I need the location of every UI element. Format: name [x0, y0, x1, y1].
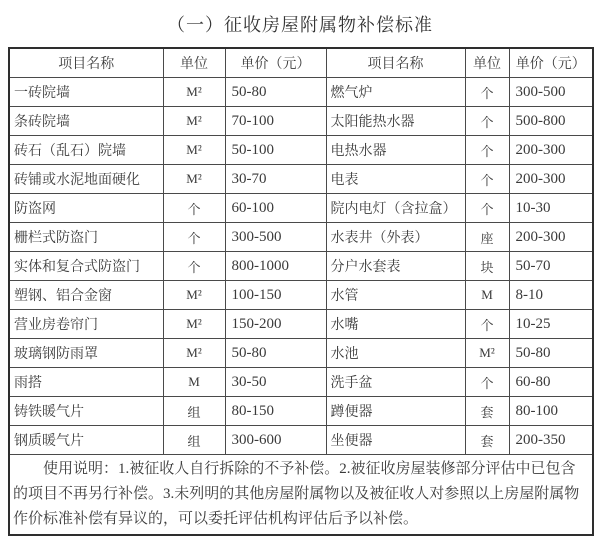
- table-row: [9, 397, 593, 426]
- table-row: [9, 368, 593, 397]
- price-cell: 80-150: [225, 397, 326, 426]
- column-header: 项目名称: [9, 48, 163, 78]
- column-header: 项目名称: [326, 48, 465, 78]
- unit-cell: 个: [465, 310, 509, 339]
- table-row: [9, 339, 593, 368]
- item-name-cell: 太阳能热水器: [326, 107, 465, 136]
- unit-cell: 个: [163, 194, 225, 223]
- item-name-cell: 营业房卷帘门: [9, 310, 163, 339]
- price-cell: 10-30: [509, 194, 593, 223]
- price-cell: 30-70: [225, 165, 326, 194]
- page-title: （一）征收房屋附属物补偿标准: [167, 15, 433, 35]
- unit-cell: 组: [163, 426, 225, 455]
- item-name-cell: 燃气炉: [326, 78, 465, 107]
- price-cell: 50-100: [225, 136, 326, 165]
- usage-note: 使用说明：1.被征收人自行拆除的不予补偿。2.被征收房屋装修部分评估中已包含的项目不再另行补偿。3.未列明的其他房屋附属物以及被征收人对参照以上房屋附属物作价标准补偿有异议的，可以委托评估机构评估后予以补偿。: [9, 455, 593, 536]
- price-cell: 100-150: [225, 281, 326, 310]
- item-name-cell: 水嘴: [326, 310, 465, 339]
- unit-cell: 个: [465, 194, 509, 223]
- unit-cell: 块: [465, 252, 509, 281]
- table-row: [9, 252, 593, 281]
- item-name-cell: 水表井（外表）: [326, 223, 465, 252]
- unit-cell: M²: [163, 107, 225, 136]
- unit-cell: 个: [465, 107, 509, 136]
- item-name-cell: 条砖院墙: [9, 107, 163, 136]
- price-cell: 70-100: [225, 107, 326, 136]
- item-name-cell: 电表: [326, 165, 465, 194]
- item-name-cell: 砖铺或水泥地面硬化: [9, 165, 163, 194]
- item-name-cell: 玻璃钢防雨罩: [9, 339, 163, 368]
- item-name-cell: 水池: [326, 339, 465, 368]
- note-row: [9, 455, 593, 536]
- unit-cell: M²: [163, 165, 225, 194]
- unit-cell: 组: [163, 397, 225, 426]
- table-header-row: [9, 48, 593, 78]
- unit-cell: 个: [163, 223, 225, 252]
- price-cell: 300-500: [225, 223, 326, 252]
- item-name-cell: 院内电灯（含拉盒）: [326, 194, 465, 223]
- price-cell: 200-300: [509, 136, 593, 165]
- column-header: 单价（元）: [509, 48, 593, 78]
- unit-cell: 座: [465, 223, 509, 252]
- item-name-cell: 水管: [326, 281, 465, 310]
- item-name-cell: 栅栏式防盗门: [9, 223, 163, 252]
- price-cell: 300-600: [225, 426, 326, 455]
- unit-cell: M²: [163, 310, 225, 339]
- table-row: [9, 281, 593, 310]
- item-name-cell: 雨搭: [9, 368, 163, 397]
- table-row: [9, 223, 593, 252]
- unit-cell: 个: [465, 78, 509, 107]
- table-row: [9, 136, 593, 165]
- unit-cell: M²: [163, 78, 225, 107]
- column-header: 单位: [163, 48, 225, 78]
- item-name-cell: 坐便器: [326, 426, 465, 455]
- price-cell: 50-70: [509, 252, 593, 281]
- unit-cell: M²: [163, 281, 225, 310]
- price-cell: 80-100: [509, 397, 593, 426]
- unit-cell: M²: [465, 339, 509, 368]
- table-row: [9, 194, 593, 223]
- item-name-cell: 蹲便器: [326, 397, 465, 426]
- unit-cell: 个: [465, 136, 509, 165]
- unit-cell: 个: [465, 368, 509, 397]
- price-cell: 60-100: [225, 194, 326, 223]
- table-row: [9, 165, 593, 194]
- compensation-table: [8, 47, 594, 536]
- table-row: [9, 107, 593, 136]
- unit-cell: 套: [465, 426, 509, 455]
- price-cell: 500-800: [509, 107, 593, 136]
- unit-cell: 个: [163, 252, 225, 281]
- column-header: 单位: [465, 48, 509, 78]
- unit-cell: M: [163, 368, 225, 397]
- item-name-cell: 钢质暖气片: [9, 426, 163, 455]
- table-row: [9, 310, 593, 339]
- item-name-cell: 电热水器: [326, 136, 465, 165]
- item-name-cell: 防盗网: [9, 194, 163, 223]
- price-cell: 800-1000: [225, 252, 326, 281]
- price-cell: 300-500: [509, 78, 593, 107]
- price-cell: 150-200: [225, 310, 326, 339]
- unit-cell: M²: [163, 339, 225, 368]
- item-name-cell: 铸铁暖气片: [9, 397, 163, 426]
- item-name-cell: 分户水套表: [326, 252, 465, 281]
- item-name-cell: 塑钢、铝合金窗: [9, 281, 163, 310]
- unit-cell: 个: [465, 165, 509, 194]
- price-cell: 50-80: [225, 78, 326, 107]
- price-cell: 10-25: [509, 310, 593, 339]
- unit-cell: 套: [465, 397, 509, 426]
- price-cell: 50-80: [225, 339, 326, 368]
- price-cell: 200-300: [509, 223, 593, 252]
- price-cell: 200-350: [509, 426, 593, 455]
- item-name-cell: 一砖院墙: [9, 78, 163, 107]
- unit-cell: M²: [163, 136, 225, 165]
- price-cell: 8-10: [509, 281, 593, 310]
- item-name-cell: 洗手盆: [326, 368, 465, 397]
- table-row: [9, 426, 593, 455]
- column-header: 单价（元）: [225, 48, 326, 78]
- item-name-cell: 砖石（乱石）院墙: [9, 136, 163, 165]
- price-cell: 50-80: [509, 339, 593, 368]
- price-cell: 30-50: [225, 368, 326, 397]
- item-name-cell: 实体和复合式防盗门: [9, 252, 163, 281]
- price-cell: 60-80: [509, 368, 593, 397]
- table-row: [9, 78, 593, 107]
- price-cell: 200-300: [509, 165, 593, 194]
- unit-cell: M: [465, 281, 509, 310]
